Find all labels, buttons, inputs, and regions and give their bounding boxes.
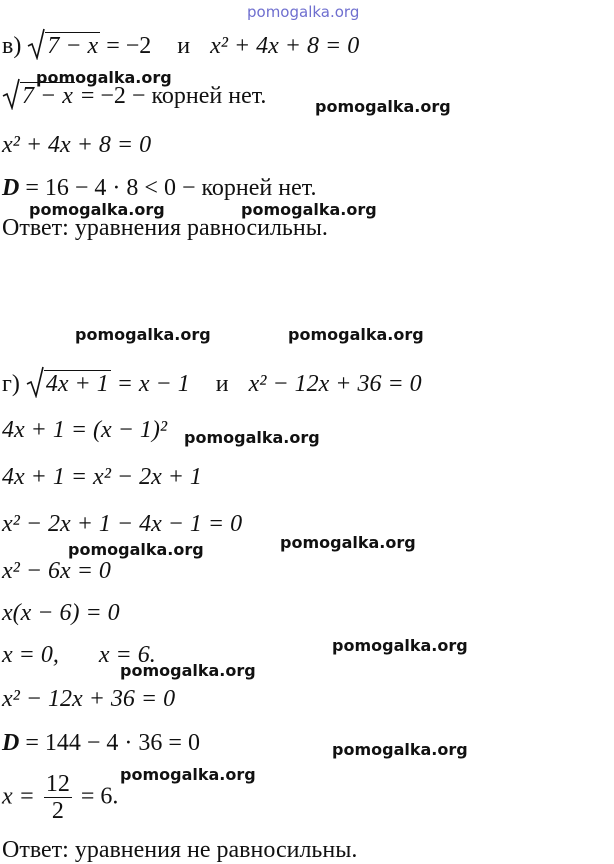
watermark: pomogalka.org <box>120 765 256 784</box>
part-g-step-2: 4x + 1 = x² − 2x + 1 <box>2 464 202 490</box>
equation-rhs: = x − 1 <box>116 371 190 397</box>
part-g-step-4: x² − 6x = 0 <box>2 558 111 584</box>
part-v-answer: Ответ: уравнения равносильны. <box>2 215 328 241</box>
part-v-step-3 <box>2 176 316 200</box>
sqrt-expression: 7 − x <box>2 82 75 108</box>
root-label: x = <box>2 783 35 810</box>
conjunction: и <box>215 371 229 397</box>
watermark: pomogalka.org <box>184 428 320 447</box>
part-g-step-8 <box>2 771 118 825</box>
part-g-step-6: x² − 12x + 36 = 0 <box>2 686 176 712</box>
discriminant-text: = 16 − 4 · 8 < 0 − корней нет. <box>25 175 317 201</box>
watermark-top: pomogalka.org <box>247 3 360 21</box>
part-g-label: г) <box>2 371 20 397</box>
watermark: pomogalka.org <box>280 533 416 552</box>
watermark: pomogalka.org <box>36 68 172 87</box>
watermark: pomogalka.org <box>315 97 451 116</box>
sqrt-expression: 7 − x <box>27 32 100 58</box>
watermark: pomogalka.org <box>120 661 256 680</box>
radical-icon <box>26 366 44 398</box>
fraction: $\frac{12}{2}$ <box>45 771 70 825</box>
watermark: pomogalka.org <box>241 200 377 219</box>
no-roots-text: = −2 − корней нет. <box>80 83 267 109</box>
root-1: x = 0, <box>2 642 59 668</box>
radical-icon <box>27 28 45 60</box>
part-g-step-1: 4x + 1 = (x − 1)² <box>2 417 168 443</box>
watermark: pomogalka.org <box>332 636 468 655</box>
watermark: pomogalka.org <box>68 540 204 559</box>
part-g-step-7 <box>2 731 200 755</box>
part-v-condition <box>2 32 359 58</box>
watermark: pomogalka.org <box>288 325 424 344</box>
part-v-label: в) <box>2 33 22 59</box>
discriminant-symbol: D <box>2 730 20 756</box>
root-2: x = 6. <box>98 642 156 668</box>
conjunction: и <box>177 33 191 59</box>
sqrt-expression: 4x + 1 <box>26 370 111 396</box>
discriminant-symbol: D <box>2 175 20 201</box>
watermark: pomogalka.org <box>29 200 165 219</box>
equation-rhs: = −2 <box>106 33 152 59</box>
quadratic-equation: x² + 4x + 8 = 0 <box>210 33 360 59</box>
watermark: pomogalka.org <box>332 740 468 759</box>
watermark: pomogalka.org <box>75 325 211 344</box>
part-g-step-3: x² − 2x + 1 − 4x − 1 = 0 <box>2 511 243 537</box>
radical-icon <box>2 78 20 110</box>
part-g-answer: Ответ: уравнения не равносильны. <box>2 837 358 863</box>
quadratic-equation: x² − 12x + 36 = 0 <box>248 371 422 397</box>
root-value: = 6. <box>80 783 119 810</box>
discriminant-text: = 144 − 4 · 36 = 0 <box>25 730 200 756</box>
part-g-step-5: x(x − 6) = 0 <box>2 600 120 626</box>
part-g-condition <box>2 370 422 396</box>
part-v-step-2: x² + 4x + 8 = 0 <box>2 132 152 158</box>
